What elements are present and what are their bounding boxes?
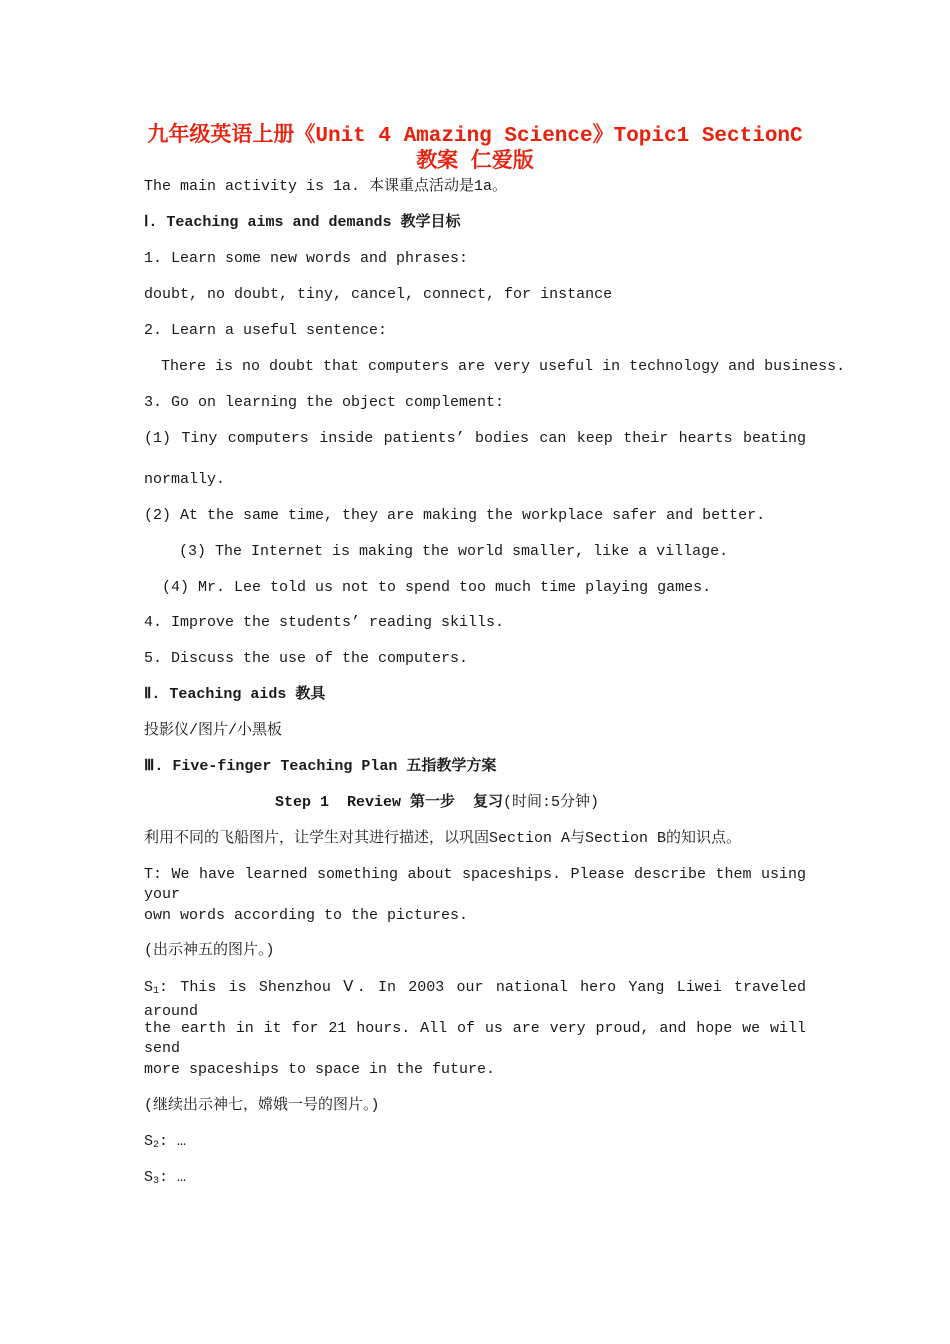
step-1-time: (时间:5分钟) [503,794,600,811]
student-1-line-1: $S_1$: This is Shenzhou Ⅴ. In 2003 our national hero Yang Liwei traveled around [144,979,806,1020]
teacher-line-2: own words according to the pictures. [144,907,469,924]
student-1-line-2: the earth in it for 21 hours. All of us are very proud, and hope we will send [144,1020,806,1057]
teacher-line-1: T: We have learned something about spaceships. Please describe them using your [144,866,806,903]
student-1-line-3: more spaceships to space in the future. [144,1061,496,1078]
student-2-line: $S_2$: … [144,1133,187,1151]
aim-3: 3. Go on learning the object complement: [144,394,505,411]
stage-direction-1: (出示神五的图片。) [144,942,275,959]
example-2: (2) At the same time, they are making the workplace safer and better. [144,507,766,524]
step-1-heading [275,793,599,813]
aim-5: 5. Discuss the use of the computers. [144,650,469,667]
aim-4: 4. Improve the students’ reading skills. [144,614,505,631]
section-2-heading: Ⅱ. Teaching aids 教具 [144,686,326,703]
example-1-line-1: (1) Tiny computers inside patients’ bodies can keep their hearts beating [144,430,806,447]
student-3-line: $S_3$: … [144,1169,187,1187]
example-1-line-2: normally. [144,471,226,488]
intro-line: The main activity is 1a. 本课重点活动是1a。 [144,178,508,195]
section-3-heading: Ⅲ. Five-finger Teaching Plan 五指教学方案 [144,758,497,775]
document-title: 九年级英语上册《Unit 4 Amazing Science》Topic1 SectionC 教案 仁爱版 [147,125,803,174]
step-1-description: 利用不同的飞船图片，让学生对其进行描述，以巩固Section A与Section B的知识点。 [144,830,742,847]
useful-sentence: There is no doubt that computers are very useful in technology and business. [161,358,846,375]
example-3: (3) The Internet is making the world smaller, like a village. [179,543,729,560]
aim-1: 1. Learn some new words and phrases: [144,250,469,267]
aim-2: 2. Learn a useful sentence: [144,322,388,339]
stage-direction-2: (继续出示神七，嫦娥一号的图片。) [144,1097,380,1114]
vocabulary-list: doubt, no doubt, tiny, cancel, connect, for instance [144,286,613,303]
teaching-aids-list: 投影仪/图片/小黑板 [144,722,283,739]
step-1-title: Step 1 Review 第一步 复习 [275,794,504,811]
example-4: (4) Mr. Lee told us not to spend too much time playing games. [162,579,712,596]
section-1-heading: Ⅰ. Teaching aims and demands 教学目标 [144,214,461,231]
